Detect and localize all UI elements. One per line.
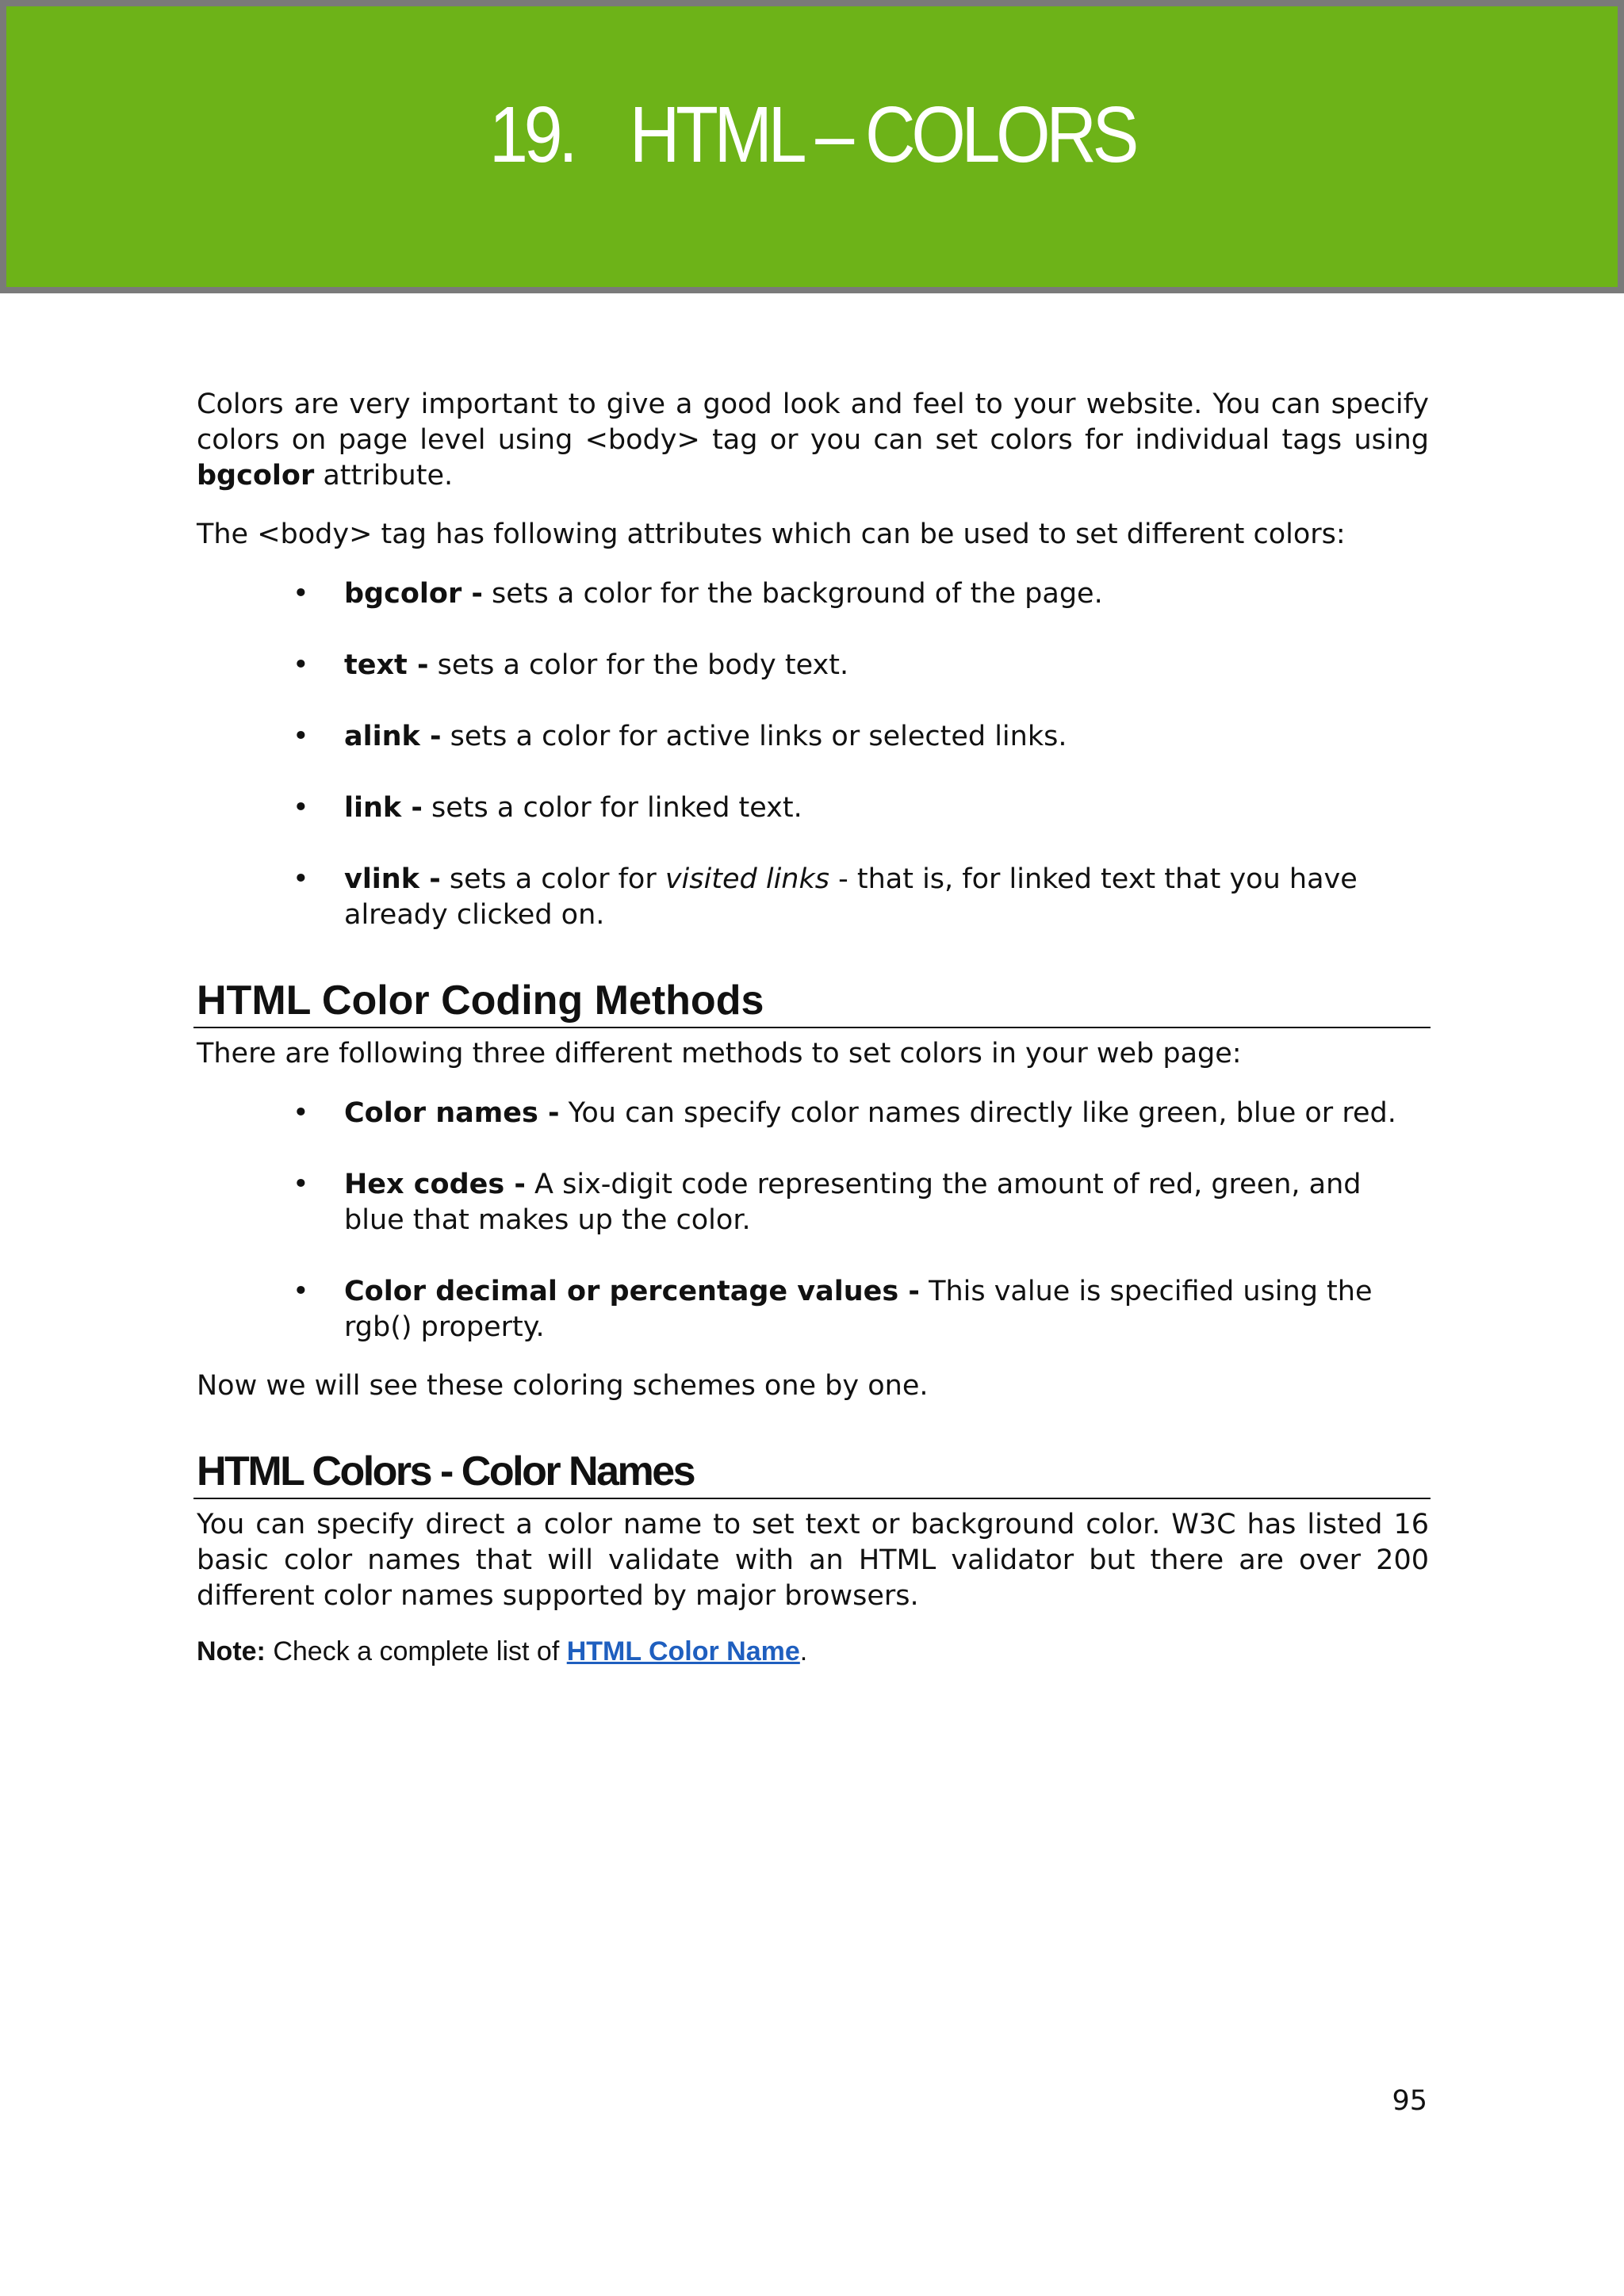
page-number: 95 [1392, 2085, 1427, 2117]
bullet-icon: • [293, 863, 309, 895]
list-item [197, 648, 1429, 683]
note-label: Note: [197, 1636, 266, 1667]
attr-desc: sets a color for the body text. [428, 649, 849, 681]
list-item [197, 1167, 1429, 1238]
bullet-icon: • [293, 1169, 309, 1200]
color-names-paragraph: You can specify direct a color name to set text or background color. W3C has listed 16 basic color names that will validate with an HTML validator but there are over 200 different color names supported by major browsers. [197, 1509, 1429, 1612]
section-heading-color-names: HTML Colors - Color Names [193, 1447, 1431, 1499]
attr-desc: sets a color for active links or selected links. [441, 721, 1067, 752]
method-term: Color names - [344, 1097, 560, 1129]
method-term: Hex codes - [344, 1169, 526, 1200]
attr-desc: sets a color for [440, 863, 665, 895]
attr-term: alink - [344, 721, 442, 752]
body-attrs-lead: The <body> tag has following attributes which can be used to set different colors: [197, 519, 1346, 550]
list-item [197, 576, 1429, 612]
list-item [197, 1274, 1429, 1345]
note-end: . [799, 1636, 808, 1667]
intro-bold-term: bgcolor [197, 460, 315, 492]
bullet-icon: • [293, 649, 309, 681]
chapter-title [103, 79, 1521, 190]
method-desc: A six-digit code representing the amount of red, green, and blue that makes up the color. [344, 1169, 1362, 1236]
list-item [197, 719, 1429, 755]
attr-desc-end: - that is, for linked text that you have already clicked on. [344, 863, 1358, 931]
note-text: Check a complete list of [265, 1636, 567, 1667]
attr-desc: sets a color for the background of the page. [482, 578, 1103, 610]
html-color-name-link[interactable]: HTML Color Name [566, 1636, 800, 1667]
method-desc: This value is specified using the rgb() property. [344, 1276, 1373, 1343]
methods-list [197, 1096, 1429, 1345]
attr-term: text - [344, 649, 429, 681]
bullet-icon: • [293, 721, 309, 752]
bullet-icon: • [293, 792, 309, 824]
attr-desc: sets a color for linked text. [422, 792, 802, 824]
attr-term: bgcolor - [344, 578, 483, 610]
list-item [197, 1096, 1429, 1131]
attr-term: vlink - [344, 863, 441, 895]
method-desc: You can specify color names directly like green, blue or red. [559, 1097, 1396, 1129]
note-line [197, 1634, 1429, 1669]
section-heading-methods: HTML Color Coding Methods [193, 976, 1431, 1028]
bullet-icon: • [293, 578, 309, 610]
attr-term: link - [344, 792, 423, 824]
list-item [197, 862, 1429, 933]
chapter-title-text: HTML – COLORS [629, 90, 1136, 179]
methods-closing: Now we will see these coloring schemes one by one. [197, 1370, 929, 1402]
list-item [197, 790, 1429, 826]
intro-text-end: attribute. [314, 460, 454, 492]
intro-paragraph [197, 387, 1429, 494]
intro-text: Colors are very important to give a good look and feel to your website. You can specify colors on page level using <body> tag or you can set colors for individual tags using [197, 388, 1429, 456]
chapter-number: 19. [488, 90, 574, 179]
attr-desc-italic: visited links [665, 863, 829, 895]
methods-lead: There are following three different methods to set colors in your web page: [197, 1038, 1242, 1070]
chapter-banner [0, 0, 1624, 293]
bullet-icon: • [293, 1276, 309, 1307]
method-term: Color decimal or percentage values - [344, 1276, 920, 1307]
page-content [197, 387, 1429, 1669]
bullet-icon: • [293, 1097, 309, 1129]
body-attributes-list [197, 576, 1429, 933]
